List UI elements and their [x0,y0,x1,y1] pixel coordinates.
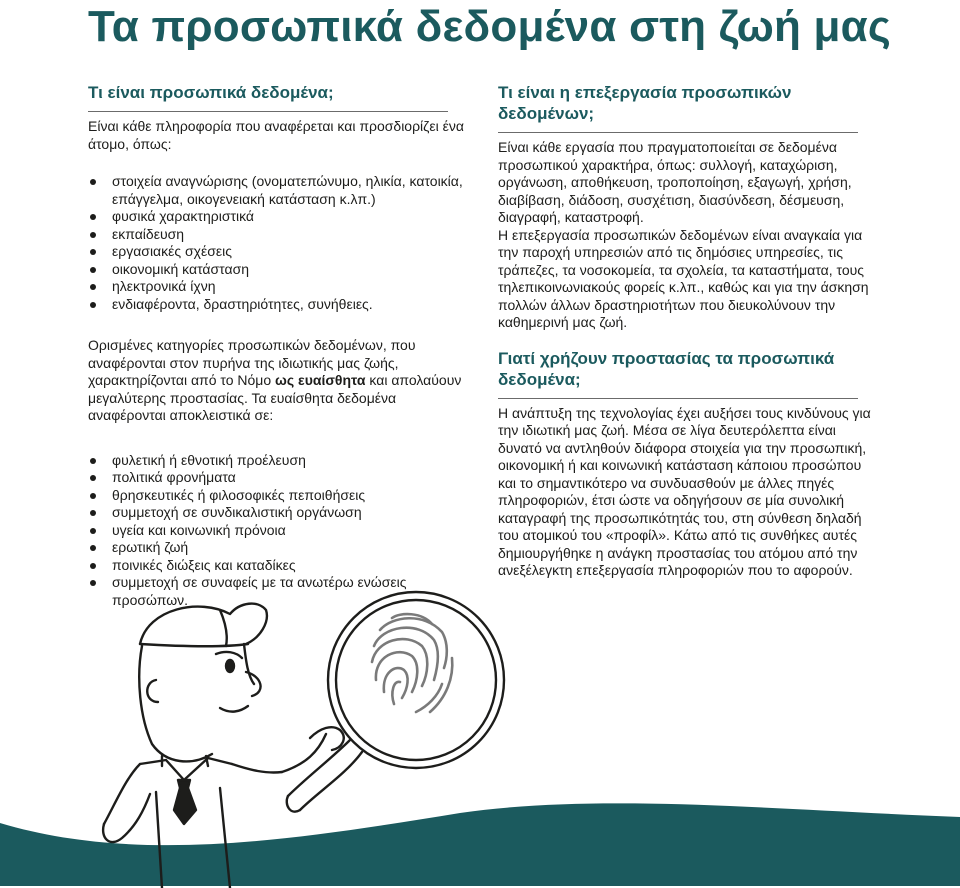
list-item: συμμετοχή σε συναφείς με τα ανωτέρω ενώσεις προσώπων. [88,574,468,609]
bullet-icon [90,510,96,516]
list-item: εργασιακές σχέσεις [88,243,468,261]
bullet-icon [90,214,96,220]
right-column [498,82,878,580]
sensitive-term: ως ευαίσθητα [275,372,366,388]
list-item: οικονομική κατάσταση [88,261,468,279]
bullet-icon [90,284,96,290]
bullet-icon [90,580,96,586]
sensitive-data-paragraph: Ορισμένες κατηγορίες προσωπικών δεδομένων, που αναφέρονται στον πυρήνα της ιδιωτικής μας ζωής, χαρακτηρίζονται από το Νόμο ως ευαίσθητα και απολαύουν μεγαλύτερης προστασίας. Τα ευαίσθητα δεδομένα αναφέρονται αποκλειστικά σε: [88,337,462,423]
bullet-icon [90,493,96,499]
list-item: συμμετοχή σε συνδικαλιστική οργάνωση [88,504,468,522]
list-item: εκπαίδευση [88,226,468,244]
list-item: στοιχεία αναγνώρισης (ονοματεπώνυμο, ηλικία, κατοικία, επάγγελμα, οικογενειακή κατάσταση κ.λπ.) [88,173,468,208]
processing-necessity: Η επεξεργασία προσωπικών δεδομένων είναι αναγκαία για την παροχή υπηρεσιών από τις δημόσιες υπηρεσίες, τις τράπεζες, τα νοσοκομεία, τα σχολεία, τα καταστήματα, τους τηλεπικοινωνιακούς φορείς κ.λπ., καθώς και για την άσκηση πολλών άλλων δραστηριοτήτων που διευκολύνουν την καθημερινή μας ζωή. [498,226,869,330]
bullet-icon [90,528,96,534]
bullet-icon [90,475,96,481]
processing-definition: Είναι κάθε εργασία που πραγματοποιείται σε δεδομένα προσωπικού χαρακτήρα, όπως: συλλογή, καταχώριση, οργάνωση, αποθήκευση, τροποποίηση, εξαγωγή, χρήση, διαβίβαση, διάδοση, συσχέτιση, διασύνδεση, δέσμευση, διαγραφή, καταστροφή. [498,139,852,225]
list-item: ηλεκτρονικά ίχνη [88,278,468,296]
page-title: Τα προσωπικά δεδομένα στη ζωή μας [88,2,891,51]
bullet-icon [90,458,96,464]
list-item: φυσικά χαρακτηριστικά [88,208,468,226]
bullet-icon [90,179,96,185]
bullet-icon [90,232,96,238]
list-item: θρησκευτικές ή φιλοσοφικές πεποιθήσεις [88,487,468,505]
heading-processing: Τι είναι η επεξεργασία προσωπικών δεδομένων; [498,83,792,123]
heading-why-protect: Γιατί χρήζουν προστασίας τα προσωπικά δεδομένα; [498,348,835,389]
bullet-icon [90,545,96,551]
list-item: ενδιαφέροντα, δραστηριότητες, συνήθειες. [88,296,468,314]
detective-illustration [70,588,660,888]
list-item: ερωτική ζωή [88,539,468,557]
left-column [88,82,468,609]
protection-paragraph: Η ανάπτυξη της τεχνολογίας έχει αυξήσει τους κινδύνους για την ιδιωτική μας ζωή. Μέσα σε λίγα δευτερόλεπτα είναι δυνατό να αντληθούν διάφορα στοιχεία για την προσωπική, οικονομική ή και κοινωνική κατάσταση κάποιου προσώπου και το σημαντικότερο να συνδυασθούν με άλλες πηγές πληροφοριών, έτσι ώστε να οδηγήσουν σε μία συνολική καταγραφή της προσωπικότητάς του, στη σύνθεση δηλαδή του ατομικού του «προφίλ». Κάτω από τις συνθήκες αυτές δημιουργήθηκε η ανάγκη προστασίας του ατόμου από την ανεξέλεγκτη επεξεργασία πληροφοριών που το αφορούν. [498,404,871,578]
sensitive-list [88,452,468,610]
bullet-icon [90,267,96,273]
bullet-icon [90,563,96,569]
list-item: υγεία και κοινωνική πρόνοια [88,522,468,540]
list-item: φυλετική ή εθνοτική προέλευση [88,452,468,470]
list-item: ποινικές διώξεις και καταδίκες [88,557,468,575]
divider [88,111,448,112]
bullet-icon [90,302,96,308]
bullet-icon [90,249,96,255]
divider [498,398,858,399]
divider [498,132,858,133]
examples-list [88,173,468,313]
heading-what-is-personal-data: Τι είναι προσωπικά δεδομένα; [88,83,334,102]
list-item: πολιτικά φρονήματα [88,469,468,487]
intro-text: Είναι κάθε πληροφορία που αναφέρεται και προσδιορίζει ένα άτομο, όπως: [88,118,464,152]
